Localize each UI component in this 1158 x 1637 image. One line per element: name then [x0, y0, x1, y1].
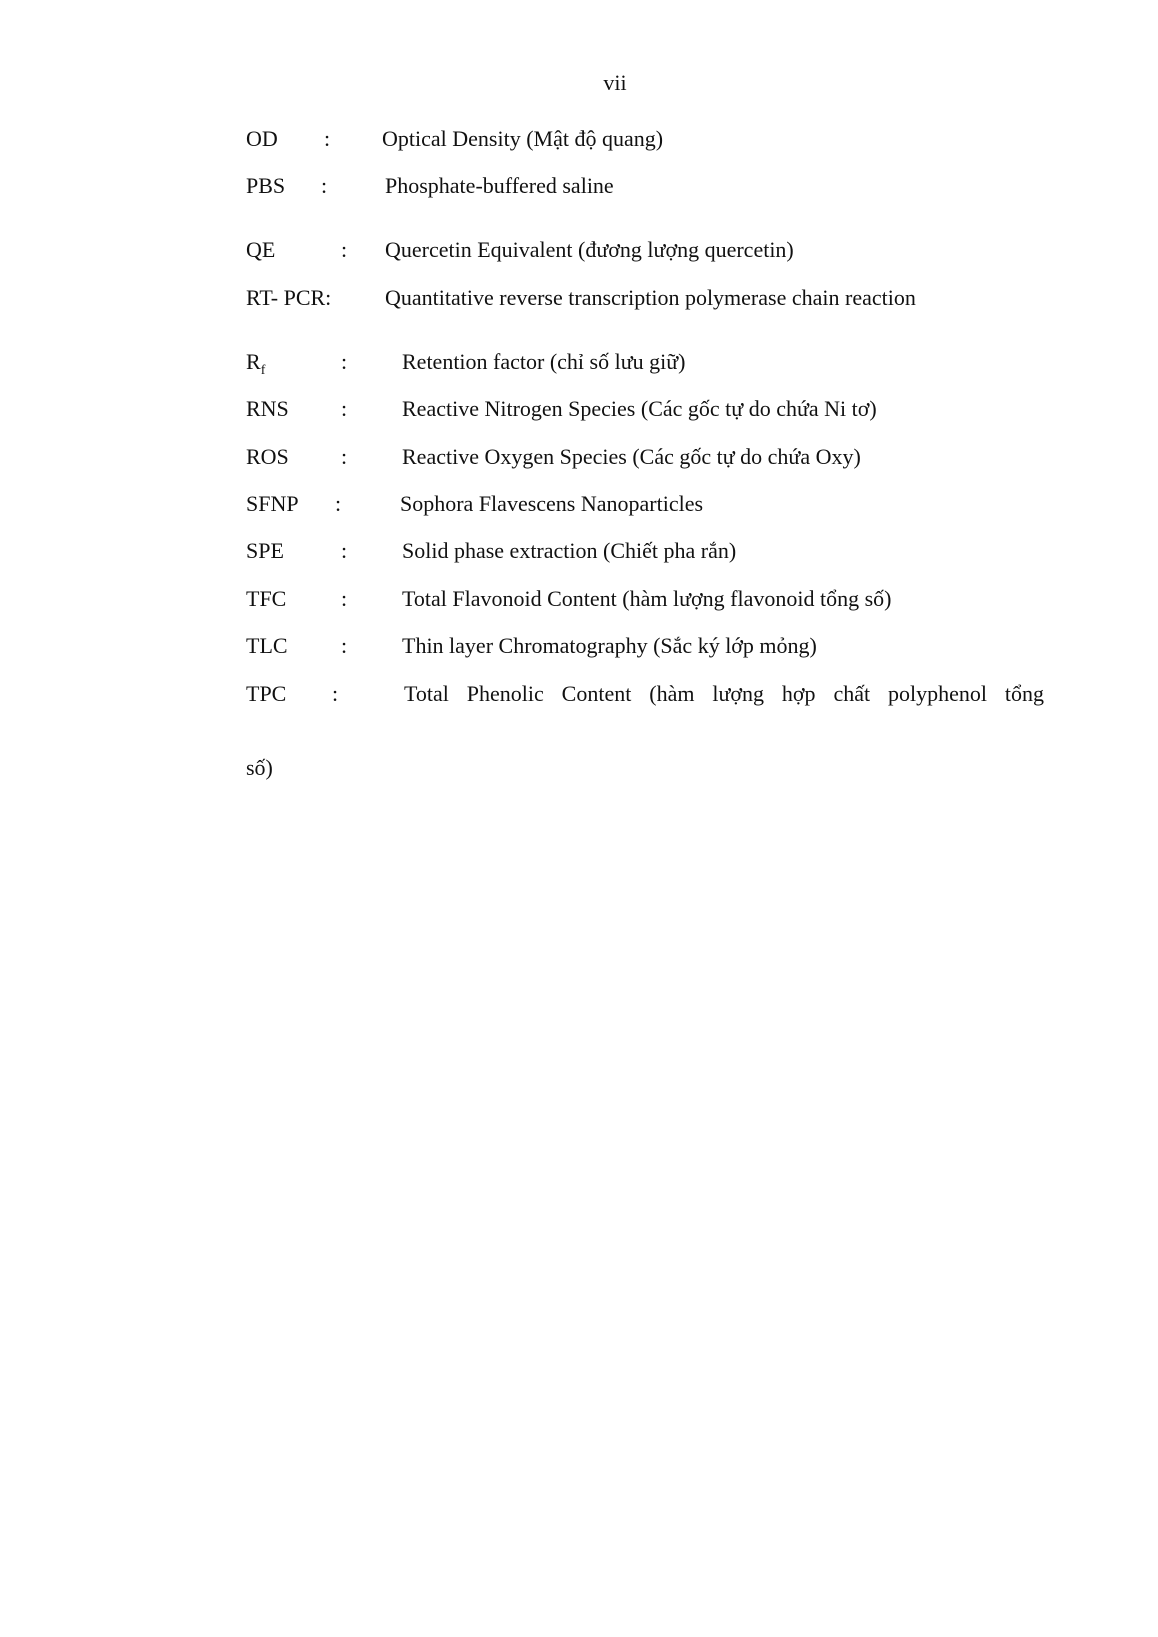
separator: : — [341, 538, 348, 563]
abbreviation-base: R — [246, 349, 261, 374]
abbreviation: OD — [246, 126, 278, 151]
abbreviation: TLC — [246, 633, 288, 658]
abbreviation: TFC — [246, 586, 287, 611]
separator: : — [341, 349, 348, 374]
definition: Reactive Oxygen Species (Các gốc tự do chứa Oxy) — [402, 444, 861, 469]
abbreviation: RNS — [246, 396, 289, 421]
definition: Retention factor (chỉ số lưu giữ) — [402, 349, 686, 374]
definition-continued: số) — [246, 755, 273, 780]
separator: : — [341, 586, 348, 611]
abbreviation: PBS — [246, 173, 286, 198]
definition: Phosphate-buffered saline — [385, 173, 614, 198]
definition: Thin layer Chromatography (Sắc ký lớp mỏng) — [402, 633, 817, 658]
definition: Optical Density (Mật độ quang) — [382, 126, 664, 151]
separator: : — [335, 491, 342, 516]
definition: Reactive Nitrogen Species (Các gốc tự do chứa Ni tơ) — [402, 396, 877, 421]
definition: Total Flavonoid Content (hàm lượng flavonoid tổng số) — [402, 586, 892, 611]
abbreviation: SFNP — [246, 491, 299, 516]
separator: : — [341, 237, 348, 262]
separator: : — [341, 633, 348, 658]
definition: Quantitative reverse transcription polymerase chain reaction — [385, 285, 916, 310]
abbreviation-subscript: f — [260, 363, 266, 378]
abbreviation — [246, 349, 265, 384]
definition: Solid phase extraction (Chiết pha rắn) — [402, 538, 737, 563]
definition: Sophora Flavescens Nanoparticles — [400, 491, 704, 516]
separator: : — [341, 444, 348, 469]
page-number: vii — [603, 70, 627, 95]
definition: Quercetin Equivalent (đương lượng quercetin) — [385, 237, 794, 262]
separator: : — [341, 396, 348, 421]
abbreviation: ROS — [246, 444, 289, 469]
abbreviation: TPC — [246, 681, 287, 706]
abbreviation: QE — [246, 237, 276, 262]
separator: : — [321, 173, 328, 198]
abbreviation: SPE — [246, 538, 284, 563]
definition: Total Phenolic Content (hàm lượng hợp chất polyphenol tổng — [404, 681, 1044, 706]
separator: : — [324, 126, 331, 151]
abbreviation: RT- PCR: — [246, 285, 332, 310]
separator: : — [332, 681, 339, 706]
